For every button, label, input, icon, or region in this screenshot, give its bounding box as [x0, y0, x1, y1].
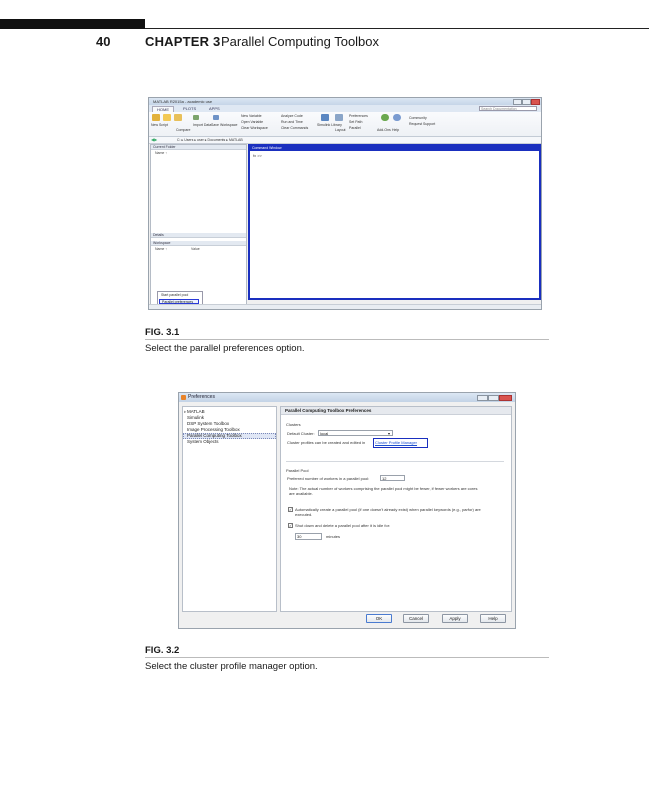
ribbon-label-add-ons: Add-Ons [377, 128, 391, 132]
tree-item-simulink[interactable]: Simulink [187, 415, 205, 420]
save-workspace-icon[interactable] [213, 115, 219, 120]
default-cluster-label: Default Cluster: [287, 431, 315, 436]
command-prompt[interactable]: fx >> [253, 153, 262, 158]
parallel-pool-group-label: Parallel Pool [286, 468, 309, 473]
ribbon-community[interactable]: Community [409, 116, 427, 120]
tree-item-parallel-computing-toolbox[interactable]: Parallel Computing Toolbox [187, 433, 242, 438]
figure-3-2-label: FIG. 3.2 [145, 645, 180, 656]
figure-3-2-screenshot [178, 392, 516, 629]
import-data-icon[interactable] [193, 115, 199, 120]
status-bar [149, 304, 541, 310]
preferences-tree [182, 406, 277, 612]
add-ons-icon[interactable] [381, 114, 389, 121]
ribbon-analyze-code[interactable]: Analyze Code [281, 114, 303, 118]
cancel-button[interactable]: Cancel [403, 614, 429, 623]
ribbon-request-support[interactable]: Request Support [409, 122, 436, 126]
ribbon-parallel[interactable]: Parallel [349, 126, 361, 130]
preferences-panel [280, 406, 512, 612]
figure-3-1-caption-rule [145, 339, 549, 340]
header-rule [145, 28, 649, 29]
ribbon-label-new-script: New Script [151, 123, 168, 127]
chevron-down-icon: ▾ [387, 431, 390, 436]
preferred-workers-input[interactable]: 12 [380, 475, 405, 481]
back-forward-icon[interactable]: ◀▶ [151, 137, 158, 142]
matlab-logo-icon [181, 395, 186, 400]
tree-expand-icon[interactable]: ▹ [184, 409, 187, 414]
ribbon-label-help: Help [392, 128, 400, 132]
matlab-window-title: MATLAB R2015a - academic use [153, 99, 213, 104]
figure-3-1-screenshot [148, 97, 542, 310]
note-text-line-2: are available. [289, 491, 313, 496]
workspace-name-column[interactable]: Name ↑ [155, 247, 168, 251]
current-folder-header: Current Folder [151, 145, 246, 150]
workspace-header: Workspace [151, 241, 246, 246]
left-pane [150, 144, 247, 310]
shutdown-pool-checkbox[interactable]: ✓ [289, 523, 293, 528]
idle-minutes-unit: minutes [326, 534, 341, 539]
panel-title: Parallel Computing Toolbox Preferences [281, 407, 511, 415]
ribbon-new-variable[interactable]: New Variable [241, 114, 262, 118]
chapter-title: Parallel Computing Toolbox [221, 34, 380, 49]
figure-3-1-caption: Select the parallel preferences option. [145, 343, 305, 354]
open-icon[interactable] [174, 114, 182, 121]
figure-3-2-caption: Select the cluster profile manager option. [145, 661, 318, 672]
ok-button[interactable]: OK [366, 614, 392, 623]
preferred-workers-label: Preferred number of workers in a parallel pool: [287, 476, 370, 481]
help-icon[interactable] [393, 114, 401, 121]
matlab-title-bar [149, 98, 541, 105]
tab-plots[interactable]: PLOTS [183, 106, 197, 111]
clusters-group-label: Clusters [286, 422, 301, 427]
ribbon-set-path[interactable]: Set Path [349, 120, 363, 124]
cluster-profile-manager-link[interactable]: Cluster Profile Manager [375, 440, 418, 445]
address-path: C: ▸ Users ▸ user ▸ Documents ▸ MATLAB [177, 138, 243, 142]
group-divider [286, 461, 504, 462]
ribbon-label-save-workspace: Save Workspace [211, 123, 238, 127]
default-cluster-value: local [320, 431, 329, 436]
cluster-profiles-text: Cluster profiles can be created and edited in [287, 440, 366, 445]
ribbon-label-layout: Layout [335, 128, 346, 132]
matlab-ribbon [149, 112, 541, 137]
minimize-button[interactable] [477, 395, 488, 401]
ribbon-preferences[interactable]: Preferences [349, 114, 368, 118]
maximize-button[interactable] [488, 395, 499, 401]
close-button[interactable] [499, 395, 512, 401]
matlab-tab-strip [149, 105, 541, 112]
chapter-label: CHAPTER 3 [145, 34, 221, 49]
name-column-header[interactable]: Name ↑ [155, 151, 168, 155]
figure-3-2-caption-rule [145, 657, 549, 658]
apply-button[interactable]: Apply [442, 614, 468, 623]
header-bar [0, 19, 145, 29]
ribbon-label-import-data: Import Data [193, 123, 212, 127]
ribbon-clear-workspace[interactable]: Clear Workspace [241, 126, 268, 130]
tree-item-dsp-system-toolbox[interactable]: DSP System Toolbox [187, 421, 230, 426]
ribbon-label-compare: Compare [176, 128, 191, 132]
auto-create-pool-label-line-2: executed. [295, 512, 313, 517]
idle-minutes-input[interactable]: 30 [295, 533, 322, 540]
workspace-value-column[interactable]: Value [191, 247, 200, 251]
figure-3-1-label: FIG. 3.1 [145, 327, 180, 338]
auto-create-pool-label-line-1: Automatically create a parallel pool (if one doesn't already exist) when parallel keywords (e.g., parfor) are [295, 507, 481, 512]
preferences-window-title: Preferences [188, 394, 215, 400]
command-window[interactable] [248, 144, 541, 300]
new-script-icon[interactable] [152, 114, 160, 121]
tab-home[interactable]: HOME [152, 106, 174, 113]
default-cluster-select[interactable] [318, 430, 393, 436]
help-button[interactable]: Help [480, 614, 506, 623]
ribbon-clear-commands[interactable]: Clear Commands [281, 126, 309, 130]
command-window-header: Command Window [250, 146, 539, 151]
tree-item-system-objects[interactable]: System Objects [187, 439, 219, 444]
menu-parallel-preferences[interactable]: Parallel preferences [162, 300, 194, 304]
preferences-title-bar [179, 393, 515, 402]
ribbon-label-simulink-library: Simulink Library [317, 123, 342, 127]
ribbon-run-and-time[interactable]: Run and Time [281, 120, 303, 124]
ribbon-open-variable[interactable]: Open Variable [241, 120, 264, 124]
tree-item-image-processing-toolbox[interactable]: Image Processing Toolbox [187, 427, 240, 432]
page-number: 40 [96, 34, 111, 49]
search-documentation-input[interactable]: Search Documentation [479, 106, 537, 111]
shutdown-pool-label: Shut down and delete a parallel pool after it is idle for: [295, 523, 391, 528]
details-header: Details [151, 233, 246, 238]
address-bar[interactable] [149, 137, 541, 144]
new-icon[interactable] [163, 114, 171, 121]
simulink-library-icon[interactable] [321, 114, 329, 121]
layout-icon[interactable] [335, 114, 343, 121]
tab-apps[interactable]: APPS [209, 106, 220, 111]
note-text-line-1: Note: The actual number of workers comprising the parallel pool might be fewer, if fewer workers are cores [289, 486, 478, 491]
auto-create-pool-checkbox[interactable]: ✓ [289, 507, 293, 512]
tree-item-matlab[interactable]: MATLAB [187, 409, 205, 414]
menu-start-parallel-pool[interactable]: Start parallel pool [161, 293, 189, 297]
